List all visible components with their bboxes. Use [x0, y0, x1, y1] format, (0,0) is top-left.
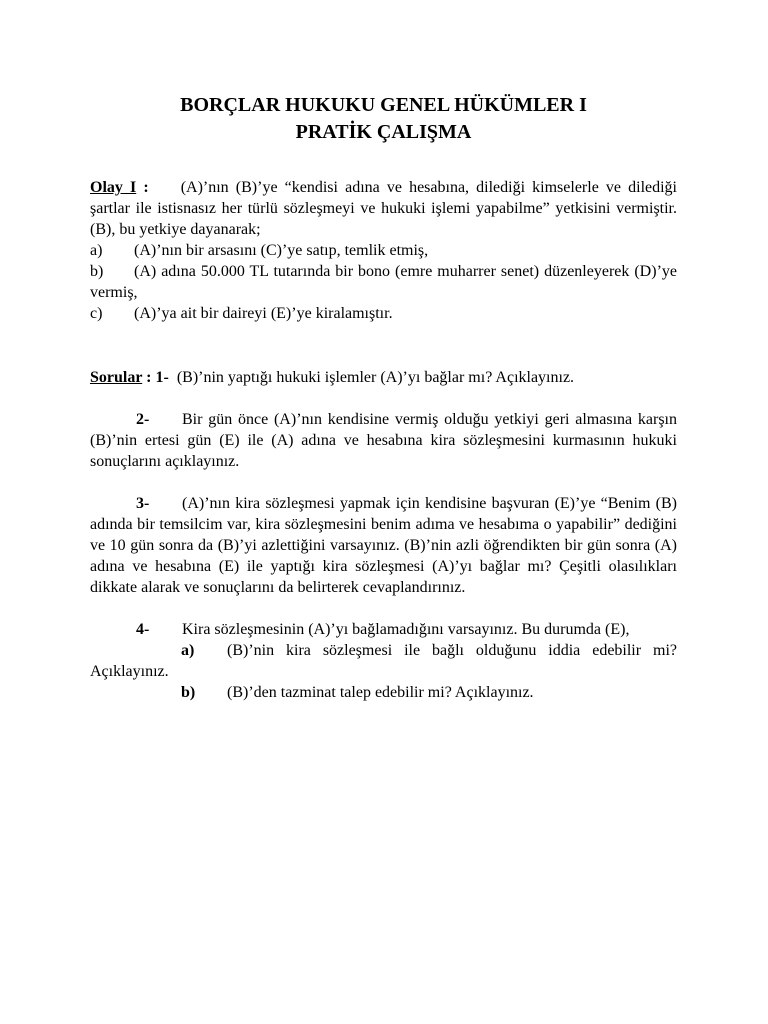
sorular-colon: :: [146, 369, 152, 386]
olay-item-b-marker: b): [90, 263, 104, 280]
question-3: [90, 493, 677, 598]
question-1-text: (B)’nin yaptığı hukuki işlemler (A)’yı bağlar mı? Açıklayınız.: [176, 369, 575, 386]
title-line-1: BORÇLAR HUKUKU GENEL HÜKÜMLER I: [180, 94, 587, 116]
question-4b-marker: b): [181, 684, 196, 701]
olay-item-a: [90, 240, 677, 261]
question-4b: [90, 682, 677, 703]
olay-item-b: [90, 261, 677, 303]
question-4-number: 4-: [136, 621, 150, 638]
olay-intro-text: (A)’nın (B)’ye “kendisi adına ve hesabına, dilediği kimselerle ve dilediği şartlar ile istisnasız her türlü sözleşmeyi ve hukuki işlemi yapabilme” yetkisini vermiştir. (B), bu yetkiye dayanarak;: [90, 179, 678, 238]
question-3-number: 3-: [136, 495, 150, 512]
question-2: [90, 409, 677, 472]
olay-label: Olay I: [90, 179, 137, 196]
olay-item-a-text: (A)’nın bir arsasını (C)’ye satıp, temlik etmiş,: [134, 242, 429, 259]
document-title: [90, 92, 677, 146]
question-1-number: 1-: [155, 369, 169, 386]
question-4a: [90, 640, 677, 682]
question-4a-marker: a): [181, 642, 195, 659]
question-4: [90, 619, 677, 640]
sorular-label: Sorular: [90, 369, 143, 386]
olay-item-c-text: (A)’ya ait bir daireyi (E)’ye kiralamıştır.: [134, 305, 393, 322]
question-1: [90, 367, 677, 388]
sorular-section: [90, 367, 677, 703]
olay-item-c-marker: c): [90, 305, 103, 322]
olay-intro: [90, 177, 677, 240]
question-2-text: Bir gün önce (A)’nın kendisine vermiş olduğu yetkiyi geri almasına karşın (B)’nin ertesi gün (E) ile (A) adına ve hesabına kira sözleşmesini kurmasının hukuki sonuçlarını açıklayınız.: [90, 411, 677, 470]
question-4a-continuation: Açıklayınız.: [90, 663, 169, 680]
question-2-number: 2-: [136, 411, 150, 428]
olay-section: [90, 177, 677, 324]
title-line-2: PRATİK ÇALIŞMA: [295, 121, 472, 143]
olay-item-c: [90, 303, 677, 324]
question-3-text: (A)’nın kira sözleşmesi yapmak için kendisine başvuran (E)’ye “Benim (B) adında bir temsilcim var, kira sözleşmesini benim adıma ve hesabıma o yapabilir” dediğini ve 10 gün sonra da (B)’yi azlettiğini varsayınız. (B)’nin azli öğrendikten bir gün sonra (A) adına ve hesabına (E) ile yaptığı kira sözleşmesi (A)’yı bağlar mı? Çeşitli olasılıkları dikkate alarak ve sonuçlarını da belirterek cevaplandırınız.: [90, 495, 677, 596]
olay-item-a-marker: a): [90, 242, 103, 259]
document-page: [90, 92, 677, 703]
question-4b-text: (B)’den tazminat talep edebilir mi? Açıklayınız.: [227, 684, 534, 701]
olay-item-b-text: (A) adına 50.000 TL tutarında bir bono (emre muharrer senet) düzenleyerek (D)’ye vermiş,: [90, 263, 677, 301]
olay-colon: :: [143, 179, 149, 196]
question-4a-text: (B)’nin kira sözleşmesi ile bağlı olduğunu iddia edebilir mi?: [227, 642, 677, 659]
question-4-text: Kira sözleşmesinin (A)’yı bağlamadığını varsayınız. Bu durumda (E),: [182, 621, 630, 638]
